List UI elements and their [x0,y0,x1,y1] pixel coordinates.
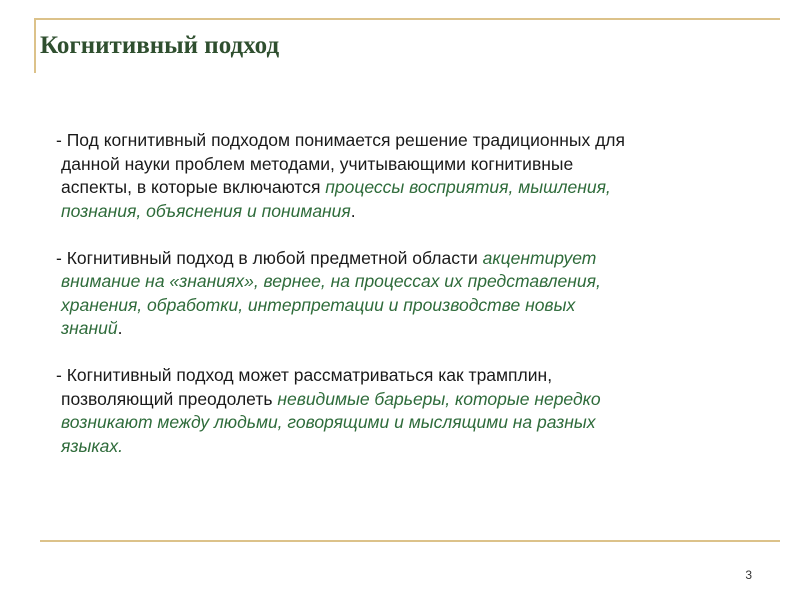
text-segment: - Под когнитивный подходом понимается решение традиционных для [56,130,625,150]
paragraph-line [56,270,756,294]
text-segment: аспекты, в которые включаются [61,177,326,197]
paragraph-line [56,435,756,459]
paragraph-line [56,200,756,224]
left-rule [34,18,36,73]
emphasized-text: акцентирует [482,247,597,268]
text-segment: - Когнитивный подход может рассматриваться как трамплин, [56,365,553,385]
emphasized-text: хранения, обработки, интерпретации и производстве новых [61,294,576,315]
emphasized-text: процессы восприятия, мышления, [325,177,611,197]
paragraph-2 [56,247,756,341]
paragraph-line [56,388,756,412]
text-segment: позволяющий преодолеть [61,388,278,409]
emphasized-text: внимание на «знаниях», вернее, на процессах их представления, [61,271,601,291]
emphasized-text: познания, объяснения и понимания [61,200,351,221]
paragraph-line [56,364,756,388]
paragraph-1 [56,129,756,223]
paragraph-line [56,176,756,200]
text-segment: . [350,200,356,221]
paragraph-line [56,411,756,435]
paragraph-line [56,317,756,341]
paragraph-line [56,153,756,177]
page-number: 3 [745,568,752,582]
bottom-rule [40,540,780,542]
slide-title: Когнитивный подход [40,32,280,59]
text-segment: . [117,318,123,338]
paragraph-line [56,129,756,153]
emphasized-text: возникают между людьми, говорящими и мыслящими на разных [61,412,596,432]
paragraph-line [56,247,756,271]
paragraph-line [56,294,756,318]
top-rule [34,18,780,20]
text-segment: данной науки проблем методами, учитывающими когнитивные [61,153,574,174]
emphasized-text: языках. [61,435,123,456]
emphasized-text: невидимые барьеры, которые нередко [277,388,601,409]
paragraph-3 [56,364,756,458]
emphasized-text: знаний [61,318,118,338]
slide-body [56,129,756,482]
text-segment: - Когнитивный подход в любой предметной области [56,247,483,268]
